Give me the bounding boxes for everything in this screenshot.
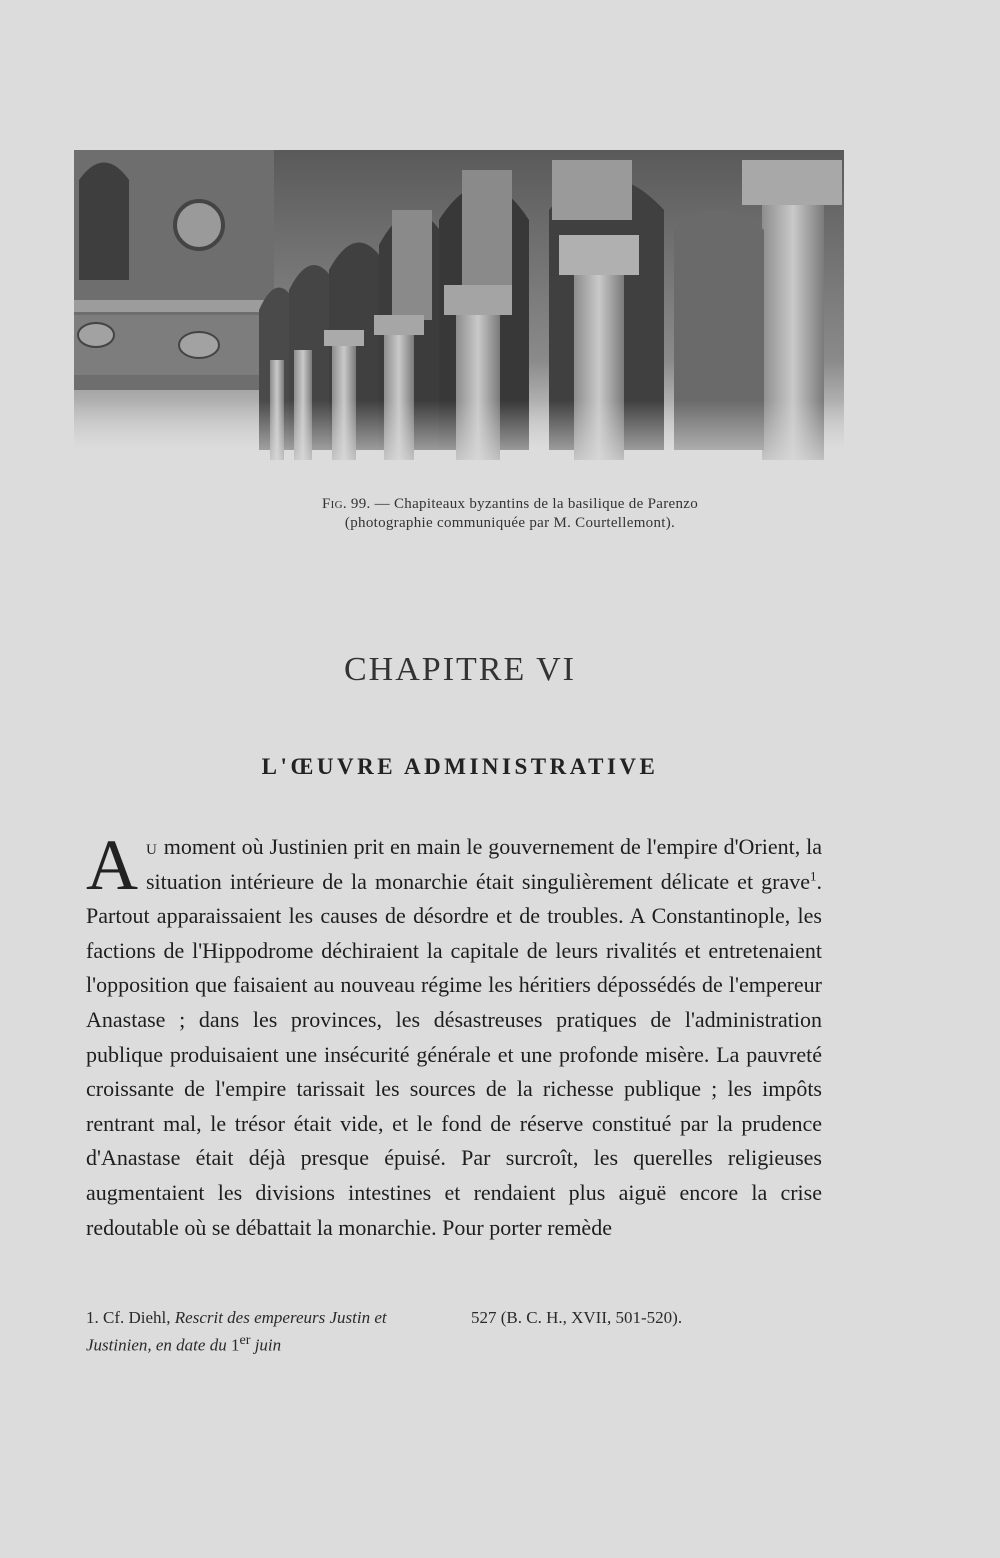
body-text-part-2: . Partout apparaissaient les causes de désordre et de troubles. A Constantinople, les factions de l'Hippodrome déchiraient la capitale de leurs rivalités et entretenaient l'opposition que faisaient au nouveau régime les héritiers dépossédés de l'empereur Anastase ; dans les provinces, les désastreuses pratiques de l'administration publique produisaient une insécurité générale et une profonde misère. La pauvreté croissante de l'empire tarissait les sources de la richesse publique ; les impôts rentrant mal, le trésor était vide, et le fond de réserve constitué par la prudence d'Anastase était déjà presque épuisé. Par surcroît, les querelles religieuses augmentaient les divisions intestines et rendaient plus aiguë encore la crise redoutable où se débattait la monarchie. Pour porter remède: [86, 868, 822, 1240]
footnote-reference[interactable]: 1: [810, 868, 817, 884]
footnote-date-sup: er: [239, 1332, 251, 1348]
footnote-title: Rescrit des empereurs Justin et Justinien, en date du: [86, 1308, 387, 1355]
body-text-part-1: moment où Justinien prit en main le gouvernement de l'empire d'Orient, la situation intérieure de la monarchie était singulièrement délicate et grave: [146, 834, 822, 894]
footnote-column-2: 527 (B. C. H., XVII, 501-520).: [471, 1308, 683, 1327]
section-title: L'ŒUVRE ADMINISTRATIVE: [261, 754, 659, 780]
caption-line-2: (photographie communiquée par M. Courtellemont).: [344, 515, 676, 531]
footnote-column-1: [86, 1306, 436, 1357]
footnote-number: 1.: [86, 1308, 99, 1327]
lead-letters: u: [146, 834, 158, 859]
chapter-title: CHAPITRE VI: [344, 650, 576, 688]
body-text: [86, 825, 822, 1245]
footnote-date-num: 1: [230, 1335, 240, 1355]
drop-cap: A: [86, 825, 138, 905]
caption-line-1: [200, 495, 820, 514]
caption-text-1: — Chapiteaux byzantins de la basilique de Parenzo: [370, 496, 699, 512]
figure-label: Fig. 99.: [321, 496, 371, 512]
basilica-arcade-illustration: [74, 150, 844, 485]
footnote-date-month: juin: [250, 1335, 282, 1355]
figure-caption: [200, 495, 820, 533]
figure-photograph: [74, 150, 844, 485]
footnote-author: Cf. Diehl,: [98, 1308, 175, 1327]
body-paragraph: [86, 825, 822, 1245]
